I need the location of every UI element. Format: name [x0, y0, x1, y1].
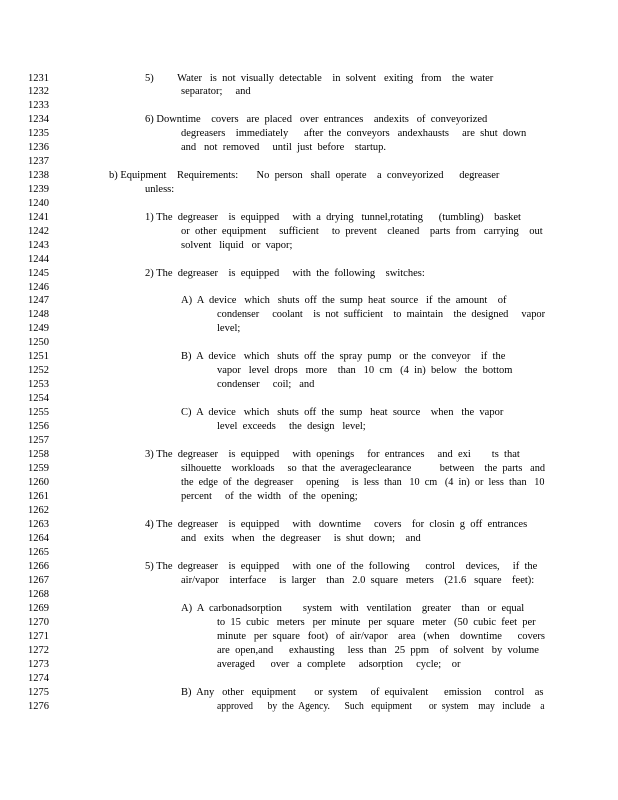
line-number: 1263 — [28, 519, 49, 530]
line-number: 1255 — [28, 407, 49, 418]
line-number: 1233 — [28, 100, 49, 111]
text-line: to 15 cubic meters per minute per square meter (50 cubic feet per — [217, 617, 536, 628]
text-line: air/vapor interface is larger than 2.0 square meters (21.6 square feet): — [181, 575, 535, 586]
text-line: or other equipment sufficient to prevent cleaned parts from carrying out — [181, 226, 543, 237]
line-number: 1239 — [28, 184, 49, 195]
text-line: 2) The degreaser is equipped with the following switches: — [145, 268, 425, 279]
line-number: 1238 — [28, 170, 49, 181]
text-line: are open,and exhausting less than 25 ppm of solvent by volume — [217, 645, 539, 656]
line-number: 1264 — [28, 533, 49, 544]
text-line: 6) Downtime covers are placed over entrances andexits of conveyorized — [145, 114, 488, 125]
text-line: A) A device which shuts off the sump heat source if the amount of — [181, 295, 507, 306]
line-number: 1237 — [28, 156, 49, 167]
text-line: condenser coolant is not sufficient to maintain the designed vapor — [217, 309, 546, 320]
line-number: 1254 — [28, 393, 49, 404]
text-line: 4) The degreaser is equipped with downtime covers for closin g off entrances — [145, 519, 528, 530]
text-line: approved by the Agency. Such equipment or system may include a — [217, 701, 545, 712]
text-line: B) A device which shuts off the spray pump or the conveyor if the — [181, 351, 506, 362]
line-number: 1241 — [28, 212, 49, 223]
line-number: 1248 — [28, 309, 49, 320]
text-line: B) Any other equipment or system of equivalent emission control as — [181, 687, 544, 698]
text-line: 3) The degreaser is equipped with openings for entrances and exi ts that — [145, 449, 520, 460]
line-number: 1236 — [28, 142, 49, 153]
line-number: 1240 — [28, 198, 49, 209]
line-number: 1269 — [28, 603, 49, 614]
text-line: A) A carbonadsorption system with ventilation greater than or equal — [181, 603, 525, 614]
line-number: 1246 — [28, 282, 49, 293]
line-number: 1243 — [28, 240, 49, 251]
line-number: 1267 — [28, 575, 49, 586]
line-number: 1260 — [28, 477, 49, 488]
text-line: level exceeds the design level; — [217, 421, 366, 432]
line-number: 1259 — [28, 463, 49, 474]
text-line: separator; and — [181, 86, 251, 97]
line-number: 1270 — [28, 617, 49, 628]
line-number: 1256 — [28, 421, 49, 432]
text-line: silhouette workloads so that the averageclearance between the parts and — [181, 463, 546, 474]
text-line: C) A device which shuts off the sump heat source when the vapor — [181, 407, 504, 418]
text-line: b) Equipment Requirements: No person shall operate a conveyorized degreaser — [109, 170, 500, 181]
line-number: 1276 — [28, 701, 49, 712]
text-line: vapor level drops more than 10 cm (4 in) below the bottom — [217, 365, 513, 376]
line-number: 1268 — [28, 589, 49, 600]
line-number: 1251 — [28, 351, 49, 362]
line-number: 1231 — [28, 73, 49, 84]
text-line: and not removed until just before startup. — [181, 142, 387, 153]
line-number: 1261 — [28, 491, 49, 502]
line-number: 1258 — [28, 449, 49, 460]
line-number: 1234 — [28, 114, 49, 125]
line-number: 1244 — [28, 254, 49, 265]
text-line: degreasers immediately after the conveyors andexhausts are shut down — [181, 128, 527, 139]
line-number: 1271 — [28, 631, 49, 642]
text-line: 5) Water is not visually detectable in solvent exiting from the water — [145, 73, 494, 84]
line-number: 1274 — [28, 673, 49, 684]
text-line: minute per square foot) of air/vapor area (when downtime covers — [217, 631, 545, 642]
text-line: solvent liquid or vapor; — [181, 240, 293, 251]
line-number: 1242 — [28, 226, 49, 237]
text-line: 1) The degreaser is equipped with a drying tunnel,rotating (tumbling) basket — [145, 212, 521, 223]
line-number: 1252 — [28, 365, 49, 376]
text-line: the edge of the degreaser opening is less than 10 cm (4 in) or less than 10 — [181, 477, 545, 488]
text-line: unless: — [145, 184, 175, 195]
text-line: level; — [217, 323, 241, 334]
text-line: percent of the width of the opening; — [181, 491, 358, 502]
text-line: averaged over a complete adsorption cycle; or — [217, 659, 461, 670]
line-number: 1250 — [28, 337, 49, 348]
line-number: 1253 — [28, 379, 49, 390]
line-number: 1272 — [28, 645, 49, 656]
line-number: 1265 — [28, 547, 49, 558]
line-number: 1257 — [28, 435, 49, 446]
text-line: and exits when the degreaser is shut down; and — [181, 533, 421, 544]
line-number: 1262 — [28, 505, 49, 516]
line-number: 1249 — [28, 323, 49, 334]
line-number: 1273 — [28, 659, 49, 670]
text-line: condenser coil; and — [217, 379, 315, 390]
line-number: 1235 — [28, 128, 49, 139]
text-line: 5) The degreaser is equipped with one of the following control devices, if the — [145, 561, 538, 572]
line-number: 1232 — [28, 86, 49, 97]
line-number: 1275 — [28, 687, 49, 698]
line-number: 1247 — [28, 295, 49, 306]
line-number: 1245 — [28, 268, 49, 279]
line-number: 1266 — [28, 561, 49, 572]
